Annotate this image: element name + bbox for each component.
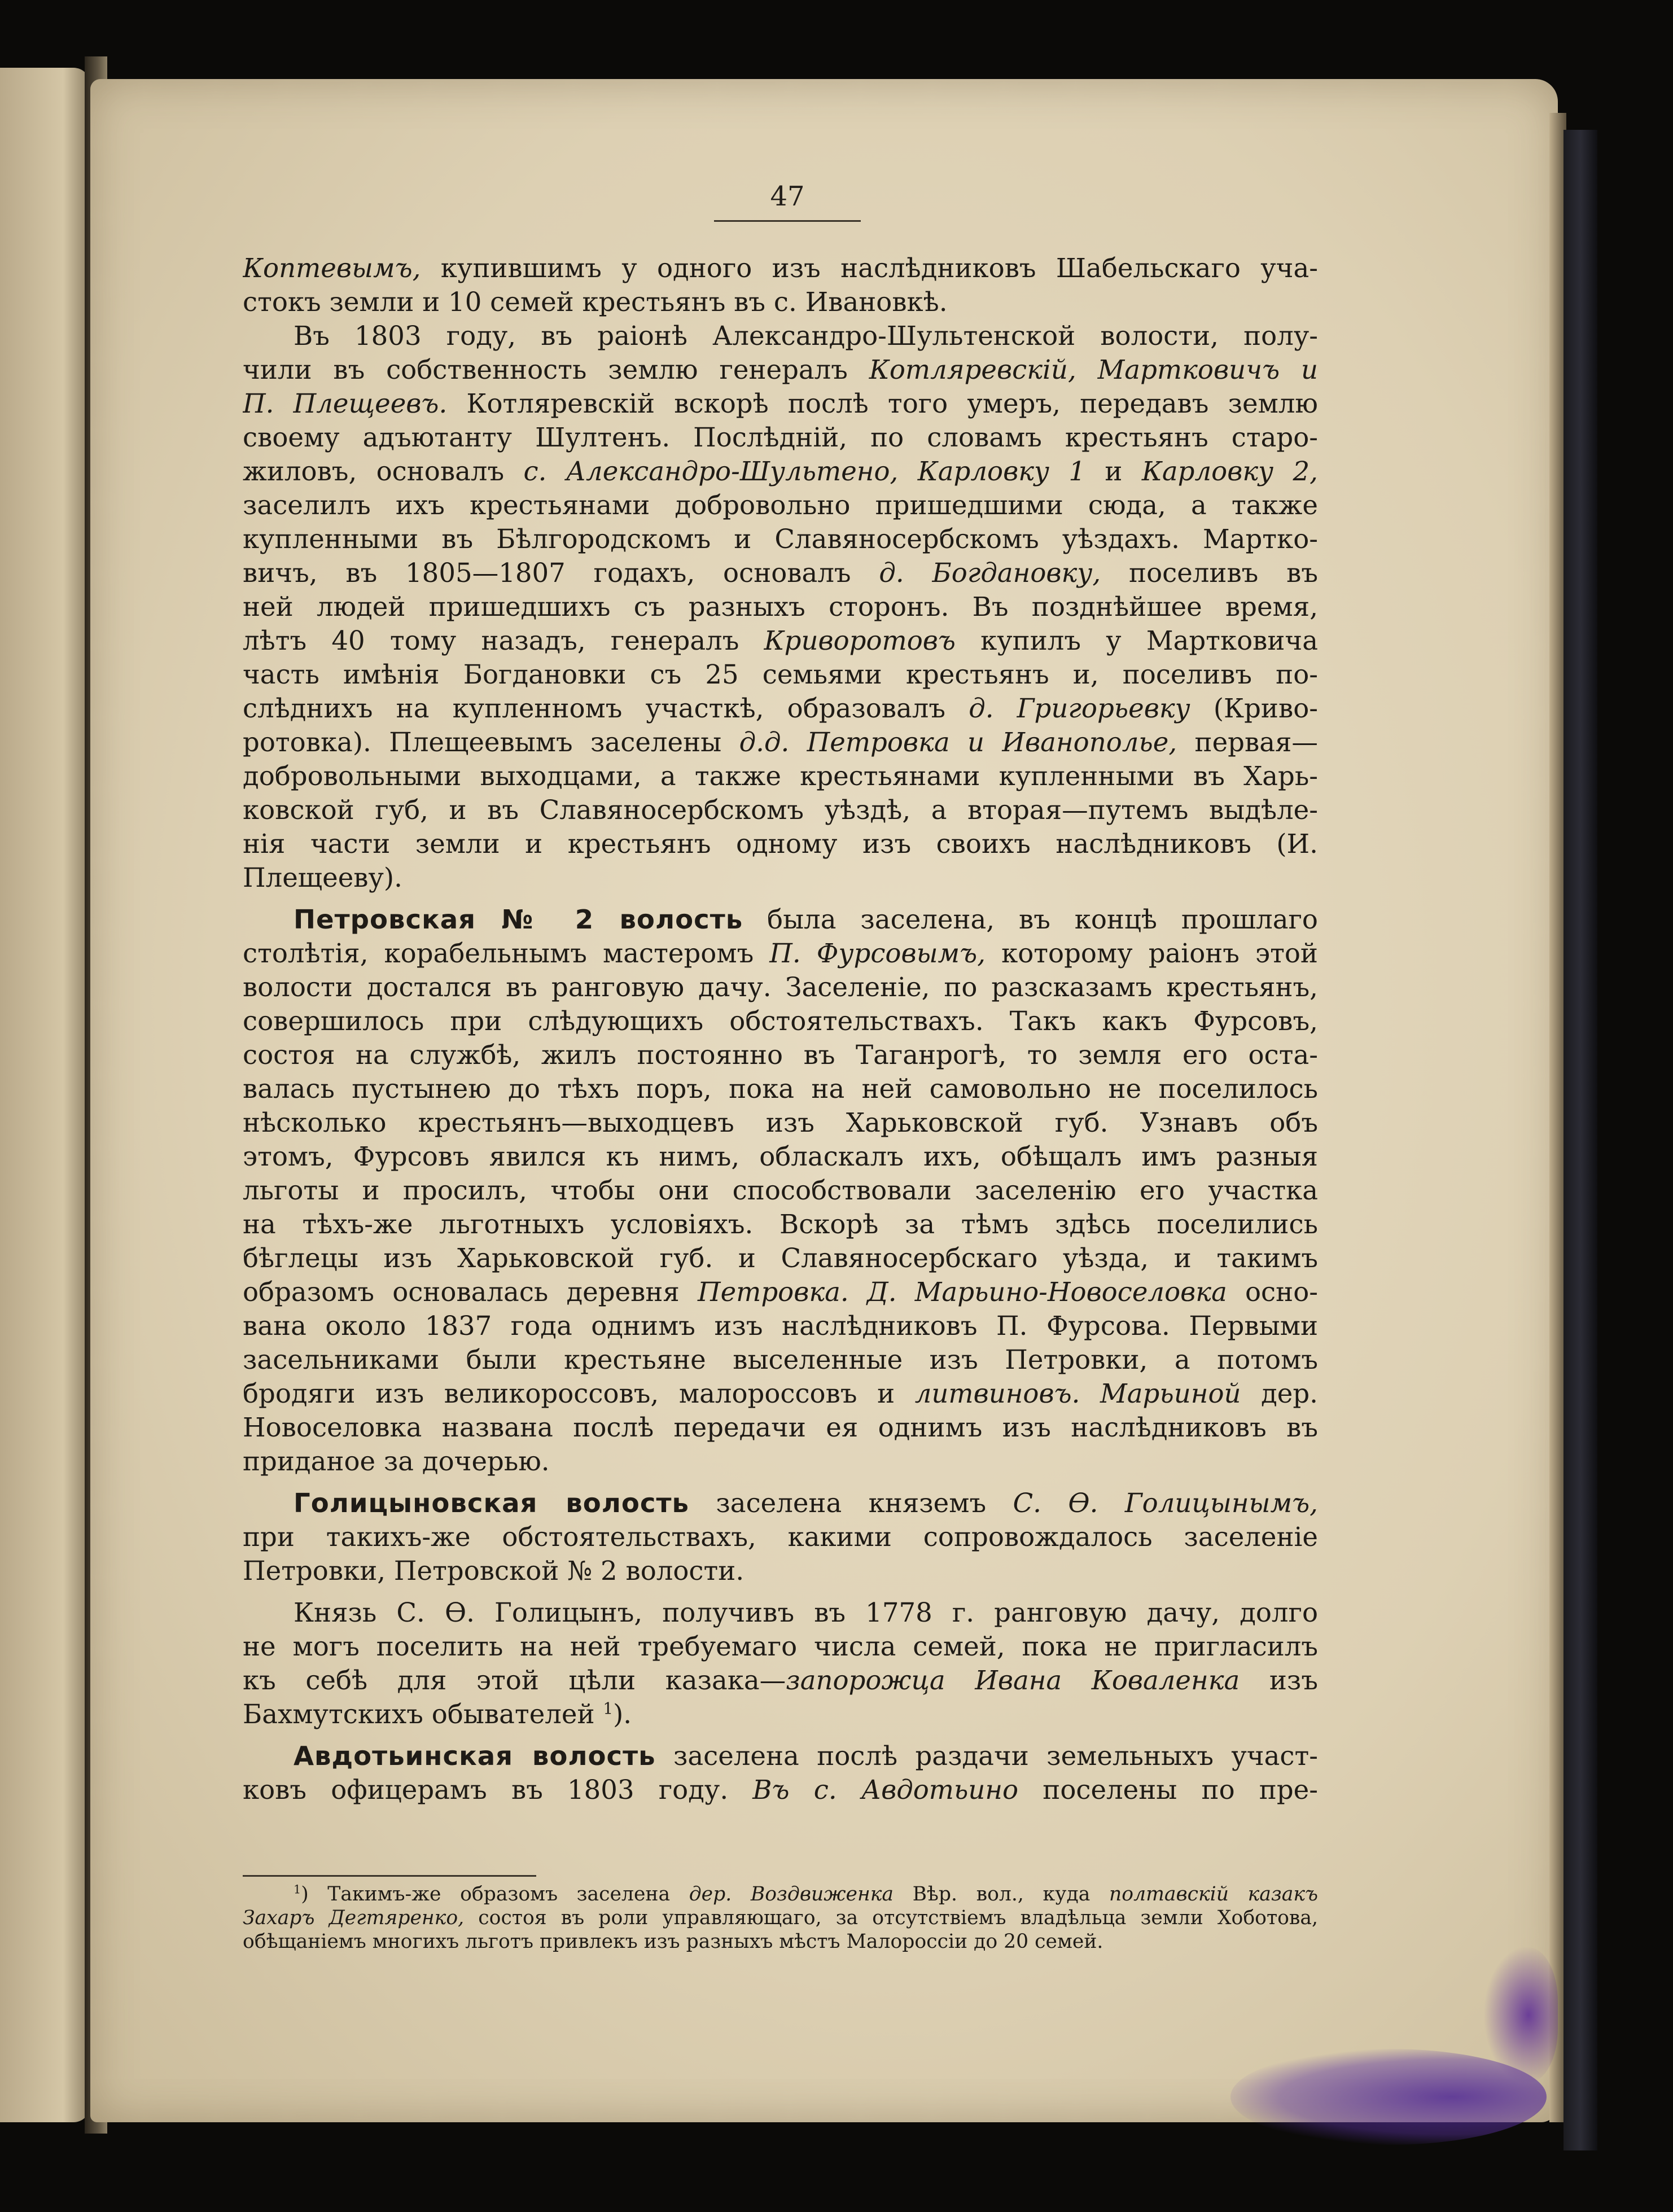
text-run: (Криво-: [1190, 693, 1318, 724]
footnote-line: [243, 1882, 1318, 1906]
text-line: [243, 936, 1318, 970]
text-run: вана около 1837 года однимъ изъ наслѣдниковъ П. Фурсова. Первыми: [243, 1311, 1318, 1341]
text-run: изъ: [1240, 1665, 1318, 1696]
italic-name: Карловку 2,: [1141, 456, 1318, 487]
text-line: [243, 1630, 1318, 1663]
text-run: слѣднихъ на купленномъ участкѣ, образовалъ: [243, 693, 969, 724]
italic-name: С. Ѳ. Голицынымъ,: [1013, 1488, 1318, 1518]
text-run: лѣтъ 40 тому назадъ, генералъ: [243, 625, 764, 656]
text-line: [243, 1309, 1318, 1343]
footnote-marker: 1: [603, 1699, 614, 1718]
text-line: [243, 1173, 1318, 1207]
text-run: на тѣхъ-же льготныхъ условіяхъ. Вскорѣ за тѣмъ здѣсь поселились: [243, 1209, 1318, 1239]
section-heading: Петровская № 2 волость: [294, 904, 743, 935]
italic-name: Коптевымъ,: [243, 253, 421, 283]
italic-name: литвиновъ. Марьиной: [914, 1378, 1241, 1409]
text-line: [243, 1343, 1318, 1377]
book-cover-edge: [1563, 130, 1597, 2150]
text-run: Въ 1803 году, въ раіонѣ Александро-Шультенской волости, полу-: [294, 321, 1318, 351]
text-line: [243, 624, 1318, 658]
text-run: своему адъютанту Шултенъ. Послѣдній, по словамъ крестьянъ старо-: [243, 422, 1318, 453]
text-run: стокъ земли и 10 семей крестьянъ въ с. Ивановкѣ.: [243, 287, 948, 317]
footnote: [243, 1882, 1318, 1953]
italic-name: Въ с. Авдотьино: [752, 1775, 1019, 1805]
text-line: [243, 1663, 1318, 1697]
text-run: состоя въ роли управляющаго, за отсутствіемъ владѣльца земли Хоботова,: [464, 1907, 1318, 1929]
text-line: [243, 827, 1318, 861]
text-line: [243, 387, 1318, 421]
text-line: [243, 1004, 1318, 1038]
text-run: купленными въ Бѣлгородскомъ и Славяносербскомъ уѣздахъ. Мартко-: [243, 524, 1318, 554]
footnote-rule: [243, 1875, 536, 1877]
text-line: [243, 1697, 1318, 1731]
header-rule: [714, 220, 861, 222]
text-run: первая—: [1177, 727, 1318, 757]
italic-name: полтавскій казакъ: [1109, 1883, 1318, 1906]
text-run: не могъ поселить на ней требуемаго числа семей, пока не пригласилъ: [243, 1631, 1318, 1662]
italic-name: д. Григорьевку: [969, 693, 1190, 724]
text-run: нѣсколько крестьянъ—выходцевъ изъ Харьковской губ. Узнавъ объ: [243, 1107, 1318, 1138]
text-run: заселилъ ихъ крестьянами добровольно пришедшими сюда, а также: [243, 490, 1318, 520]
text-run: обѣщаніемъ многихъ льготъ привлекъ изъ разныхъ мѣстъ Малороссіи до 20 семей.: [243, 1930, 1103, 1953]
text-run: купившимъ у одного изъ наслѣдниковъ Шабельскаго уча-: [421, 253, 1318, 283]
italic-name: Петровка. Д. Марьино-Новоселовка: [697, 1277, 1227, 1307]
page-number: 47: [770, 181, 805, 212]
text-line: [243, 1072, 1318, 1106]
italic-name: д. Богдановку,: [879, 558, 1101, 588]
text-line: [243, 1554, 1318, 1588]
text-line: [243, 353, 1318, 387]
text-run: нія части земли и крестьянъ одному изъ своихъ наслѣдниковъ (И.: [243, 829, 1318, 859]
text-line: [243, 488, 1318, 522]
text-line: [243, 1596, 1318, 1630]
text-run: поселивъ въ: [1101, 558, 1318, 588]
italic-name: дер. Воздвиженка: [689, 1883, 894, 1906]
text-run: состоя на службѣ, жилъ постоянно въ Таганрогѣ, то земля его оста-: [243, 1040, 1318, 1070]
text-run: Котляревскій вскорѣ послѣ того умеръ, передавъ землю: [447, 388, 1318, 419]
text-run: заселена послѣ раздачи земельныхъ участ-: [655, 1741, 1318, 1771]
ink-stain-side: [1484, 1947, 1558, 2083]
footnote-line: [243, 1906, 1318, 1930]
italic-name: Котляревскій, Мартковичъ и: [869, 354, 1318, 385]
text-line: [243, 285, 1318, 319]
text-run: Князь С. Ѳ. Голицынъ, получивъ въ 1778 г. ранговую дачу, долго: [294, 1597, 1318, 1628]
text-run: къ себѣ для этой цѣли казака—: [243, 1665, 786, 1696]
text-line: [243, 319, 1318, 353]
text-line: [243, 1275, 1318, 1309]
text-run: которому раіонъ этой: [986, 938, 1318, 969]
text-run: Петровки, Петровской № 2 волости.: [243, 1556, 744, 1586]
section-heading: Авдотьинская волость: [294, 1741, 656, 1771]
italic-name: запорожца Ивана Коваленка: [786, 1665, 1240, 1696]
text-run: и: [1085, 456, 1142, 487]
text-line: [243, 1377, 1318, 1411]
text-run: Новоселовка названа послѣ передачи ея однимъ изъ наслѣдниковъ въ: [243, 1412, 1318, 1443]
italic-name: Криворотовъ: [764, 625, 956, 656]
text-run: Вѣр. вол., куда: [894, 1883, 1109, 1906]
text-line: [243, 658, 1318, 691]
italic-name: П. Плещеевъ.: [243, 388, 448, 419]
text-line: [243, 691, 1318, 725]
text-run: часть имѣнія Богдановки съ 25 семьями крестьянъ и, поселивъ по-: [243, 659, 1318, 690]
footnote-marker: 1: [294, 1882, 301, 1896]
text-line: [243, 903, 1318, 936]
section-heading: Голицыновская волость: [294, 1488, 689, 1518]
text-run: заселена княземъ: [689, 1488, 1013, 1518]
text-run: купилъ у Мартковича: [955, 625, 1318, 656]
text-run: этомъ, Фурсовъ явился къ нимъ, обласкалъ ихъ, обѣщалъ имъ разныя: [243, 1141, 1318, 1172]
text-line: [243, 759, 1318, 793]
text-line: [243, 861, 1318, 895]
text-run: ней людей пришедшихъ съ разныхъ сторонъ. Въ позднѣйшее время,: [243, 592, 1318, 622]
text-run: образомъ основалась деревня: [243, 1277, 698, 1307]
text-run: столѣтія, корабельнымъ мастеромъ: [243, 938, 770, 969]
text-line: [243, 1773, 1318, 1807]
text-line: [243, 454, 1318, 488]
text-run: ).: [613, 1699, 632, 1729]
text-run: осно-: [1227, 1277, 1318, 1307]
text-line: [243, 793, 1318, 827]
text-run: совершилось при слѣдующихъ обстоятельствахъ. Такъ какъ Фурсовъ,: [243, 1006, 1318, 1036]
italic-name: д.д. Петровка и Иванополье,: [739, 727, 1177, 757]
text-line: [243, 522, 1318, 556]
text-run: дер.: [1241, 1378, 1318, 1409]
text-line: [243, 1038, 1318, 1072]
body-text: [243, 251, 1318, 1807]
italic-name: П. Фурсовымъ,: [769, 938, 986, 969]
text-run: ковъ офицерамъ въ 1803 году.: [243, 1775, 753, 1805]
footnote-line: [243, 1930, 1318, 1953]
text-run: бродяги изъ великороссовъ, малороссовъ и: [243, 1378, 915, 1409]
text-line: [243, 1241, 1318, 1275]
text-line: [243, 1444, 1318, 1478]
text-line: [243, 725, 1318, 759]
text-line: [243, 421, 1318, 454]
text-run: жиловъ, основалъ: [243, 456, 524, 487]
text-run: бѣглецы изъ Харьковской губ. и Славяносербскаго уѣзда, и такимъ: [243, 1243, 1318, 1273]
text-line: [243, 1140, 1318, 1173]
text-run: поселены по пре-: [1018, 1775, 1318, 1805]
text-run: Плещееву).: [243, 862, 402, 893]
text-line: [243, 1486, 1318, 1520]
text-run: добровольными выходцами, а также крестьянами купленными въ Харь-: [243, 761, 1318, 791]
text-run: ковской губ, и въ Славяносербскомъ уѣздѣ, а вторая—путемъ выдѣле-: [243, 795, 1318, 825]
text-line: [243, 251, 1318, 285]
text-run: вичъ, въ 1805—1807 годахъ, основалъ: [243, 558, 879, 588]
text-run: ) Такимъ-же образомъ заселена: [301, 1883, 689, 1906]
text-line: [243, 556, 1318, 590]
text-run: Бахмутскихъ обывателей: [243, 1699, 603, 1729]
text-line: [243, 1411, 1318, 1444]
italic-name: с. Александро-Шультено, Карловку 1: [523, 456, 1086, 487]
text-run: валась пустынею до тѣхъ поръ, пока на ней самовольно не поселилось: [243, 1074, 1318, 1104]
text-line: [243, 1207, 1318, 1241]
text-run: при такихъ-же обстоятельствахъ, какими сопровождалось заселеніе: [243, 1522, 1318, 1552]
italic-name: Захаръ Дегтяренко,: [243, 1907, 465, 1929]
text-line: [243, 1520, 1318, 1554]
text-run: приданое за дочерью.: [243, 1446, 550, 1477]
text-run: чили въ собственность землю генералъ: [243, 354, 869, 385]
text-run: ротовка). Плещеевымъ заселены: [243, 727, 739, 757]
facing-page-edge: [0, 68, 90, 2122]
text-line: [243, 590, 1318, 624]
text-run: волости достался въ ранговую дачу. Заселеніе, по разсказамъ крестьянъ,: [243, 972, 1318, 1002]
text-run: была заселена, въ концѣ прошлаго: [743, 904, 1318, 935]
text-run: засельниками были крестьяне выселенные изъ Петровки, а потомъ: [243, 1344, 1318, 1375]
text-line: [243, 1106, 1318, 1140]
text-line: [243, 970, 1318, 1004]
text-run: льготы и просилъ, чтобы они способствовали заселенію его участка: [243, 1175, 1318, 1206]
text-line: [243, 1739, 1318, 1773]
